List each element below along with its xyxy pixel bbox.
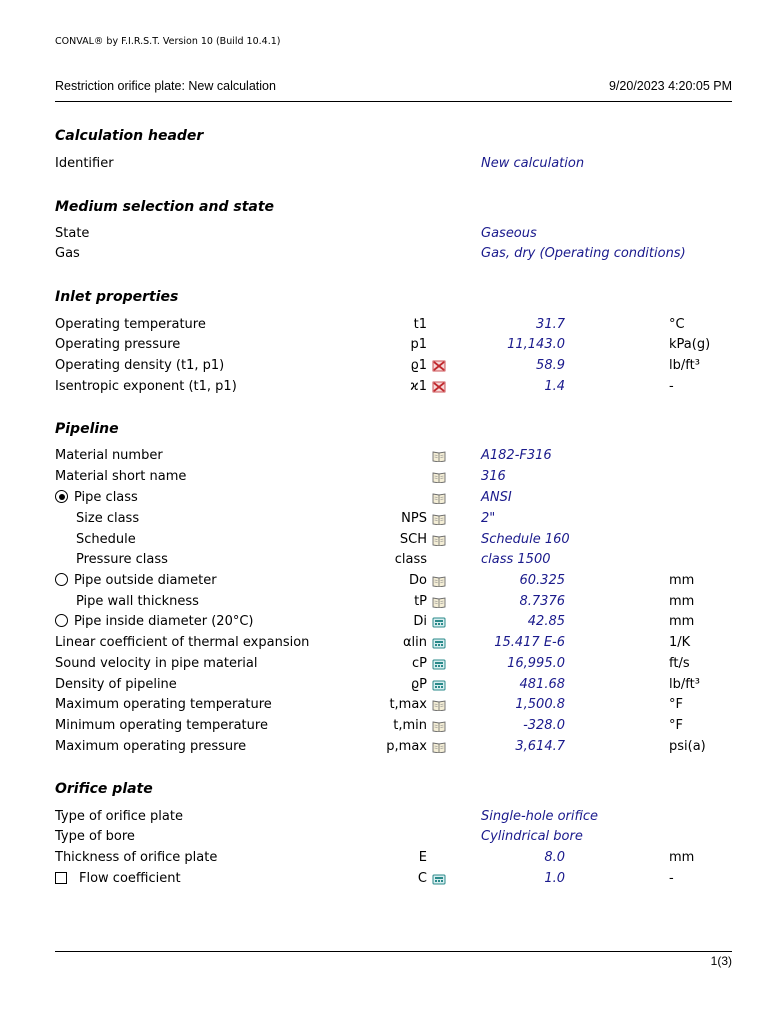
label-max-operating-temperature: Maximum operating temperature: [55, 697, 272, 712]
label-plate-thickness: Thickness of orifice plate: [55, 850, 218, 865]
document-datetime: 9/20/2023 4:20:05 PM: [608, 79, 732, 93]
row-sound-velocity[interactable]: [55, 654, 735, 674]
symbol-t-max: t,max: [389, 697, 427, 712]
row-pipe-wall-thickness[interactable]: [55, 592, 735, 612]
row-identifier[interactable]: [55, 154, 735, 174]
pipe-inside-diameter-radio[interactable]: [55, 614, 68, 627]
book-icon[interactable]: [432, 450, 446, 462]
unit-flow-coefficient: -: [669, 871, 674, 886]
label-pressure-class: Pressure class: [76, 552, 168, 567]
label-max-operating-pressure: Maximum operating pressure: [55, 739, 247, 754]
label-gas: Gas: [55, 246, 80, 261]
value-material-short-name[interactable]: 316: [481, 469, 506, 484]
unit-max-operating-temperature: °F: [669, 697, 683, 712]
label-pipe-inside-diameter: Pipe inside diameter (20°C): [74, 614, 254, 629]
symbol-nps: NPS: [401, 511, 427, 526]
value-pipe-outside-diameter[interactable]: 60.325: [519, 573, 565, 588]
symbol-di: Di: [413, 614, 427, 629]
symbol-t-min: t,min: [393, 718, 427, 733]
section-title-inlet: Inlet properties: [55, 289, 179, 305]
label-operating-temperature: Operating temperature: [55, 317, 206, 332]
value-max-operating-temperature[interactable]: 1,500.8: [515, 697, 565, 712]
value-min-operating-temperature[interactable]: -328.0: [523, 718, 565, 733]
unit-min-operating-temperature: °F: [669, 718, 683, 733]
unit-plate-thickness: mm: [669, 850, 695, 865]
label-bore-type: Type of bore: [55, 829, 135, 844]
row-pressure-class[interactable]: [55, 550, 735, 570]
row-max-operating-temperature[interactable]: [55, 695, 735, 715]
row-material-short-name[interactable]: [55, 467, 735, 487]
symbol-t1: t1: [413, 317, 427, 332]
unit-sound-velocity: ft/s: [669, 656, 690, 671]
row-pipe-class[interactable]: [55, 488, 735, 508]
calculator-icon[interactable]: [432, 637, 446, 649]
row-isentropic-exponent[interactable]: [55, 377, 735, 397]
row-material-number[interactable]: [55, 446, 735, 466]
row-pipe-outside-diameter[interactable]: [55, 571, 735, 591]
unit-pipe-inside-diameter: mm: [669, 614, 695, 629]
unit-isentropic-exponent: -: [669, 379, 674, 394]
row-max-operating-pressure[interactable]: [55, 737, 735, 757]
value-orifice-type[interactable]: Single-hole orifice: [481, 809, 599, 824]
row-state[interactable]: [55, 224, 735, 244]
section-title-orifice-plate: Orifice plate: [55, 781, 153, 797]
label-orifice-type: Type of orifice plate: [55, 809, 183, 824]
value-pipe-wall-thickness[interactable]: 8.7376: [519, 594, 565, 609]
document-header: [55, 79, 732, 102]
unit-pipe-outside-diameter: mm: [669, 573, 695, 588]
book-icon[interactable]: [432, 534, 446, 546]
symbol-rho-p: ϱP: [410, 677, 427, 692]
label-material-number: Material number: [55, 448, 163, 463]
row-pipeline-density[interactable]: [55, 675, 735, 695]
app-version-line: CONVAL® by F.I.R.S.T. Version 10 (Build 10.4.1): [55, 36, 281, 47]
value-operating-temperature[interactable]: 31.7: [536, 317, 565, 332]
value-schedule[interactable]: Schedule 160: [481, 532, 570, 547]
label-flow-coefficient: Flow coefficient: [79, 871, 181, 886]
book-icon[interactable]: [432, 699, 446, 711]
unit-pipeline-density: lb/ft³: [669, 677, 700, 692]
unit-pipe-wall-thickness: mm: [669, 594, 695, 609]
unit-operating-pressure: kPa(g): [669, 337, 711, 352]
pipe-class-radio[interactable]: [55, 490, 68, 503]
value-flow-coefficient[interactable]: 1.0: [544, 871, 565, 886]
label-material-short-name: Material short name: [55, 469, 187, 484]
page-number: 1(3): [710, 954, 732, 968]
row-thermal-expansion[interactable]: [55, 633, 735, 653]
label-pipe-wall-thickness: Pipe wall thickness: [76, 594, 199, 609]
section-title-calculation-header: Calculation header: [55, 128, 204, 144]
row-orifice-type[interactable]: [55, 807, 735, 827]
symbol-rho1: ϱ1: [410, 358, 427, 373]
value-pipeline-density[interactable]: 481.68: [519, 677, 565, 692]
value-bore-type[interactable]: Cylindrical bore: [481, 829, 583, 844]
book-icon[interactable]: [432, 741, 446, 753]
book-icon[interactable]: [432, 513, 446, 525]
unit-operating-temperature: °C: [669, 317, 685, 332]
calculator-icon[interactable]: [432, 616, 446, 628]
label-state: State: [55, 226, 90, 241]
symbol-p-max: p,max: [386, 739, 427, 754]
value-sound-velocity[interactable]: 16,995.0: [507, 656, 565, 671]
label-min-operating-temperature: Minimum operating temperature: [55, 718, 268, 733]
row-operating-pressure[interactable]: [55, 335, 735, 355]
book-icon[interactable]: [432, 492, 446, 504]
row-size-class[interactable]: [55, 509, 735, 529]
label-pipe-outside-diameter: Pipe outside diameter: [74, 573, 217, 588]
section-title-pipeline: Pipeline: [55, 421, 119, 437]
value-size-class[interactable]: 2": [481, 511, 496, 526]
document-title: Restriction orifice plate: New calculation: [55, 79, 276, 93]
value-identifier[interactable]: New calculation: [481, 156, 585, 171]
row-plate-thickness[interactable]: [55, 848, 735, 868]
label-size-class: Size class: [76, 511, 140, 526]
symbol-do: Do: [409, 573, 427, 588]
label-pipeline-density: Density of pipeline: [55, 677, 177, 692]
row-operating-temperature[interactable]: [55, 315, 735, 335]
label-schedule: Schedule: [76, 532, 136, 547]
value-pipe-inside-diameter[interactable]: 42.85: [527, 614, 565, 629]
flow-coefficient-checkbox[interactable]: [55, 872, 67, 884]
unit-max-operating-pressure: psi(a): [669, 739, 706, 754]
symbol-e: E: [418, 850, 427, 865]
value-state[interactable]: Gaseous: [481, 226, 537, 241]
calculator-icon[interactable]: [432, 873, 446, 885]
label-thermal-expansion: Linear coefficient of thermal expansion: [55, 635, 310, 650]
book-icon[interactable]: [432, 596, 446, 608]
value-material-number[interactable]: A182-F316: [481, 448, 552, 463]
row-gas[interactable]: [55, 244, 735, 264]
book-icon[interactable]: [432, 575, 446, 587]
value-thermal-expansion[interactable]: 15.417 E-6: [494, 635, 565, 650]
symbol-kappa1: ϰ1: [410, 379, 427, 394]
unit-thermal-expansion: 1/K: [669, 635, 691, 650]
value-pipe-class[interactable]: ANSI: [481, 490, 512, 505]
value-gas[interactable]: Gas, dry (Operating conditions): [481, 246, 686, 261]
value-max-operating-pressure[interactable]: 3,614.7: [515, 739, 565, 754]
symbol-c: C: [417, 871, 427, 886]
label-operating-density: Operating density (t1, p1): [55, 358, 225, 373]
row-operating-density[interactable]: [55, 356, 735, 376]
row-pipe-inside-diameter[interactable]: [55, 612, 735, 632]
symbol-p1: p1: [410, 337, 427, 352]
value-operating-density[interactable]: 58.9: [536, 358, 565, 373]
row-schedule[interactable]: [55, 530, 735, 550]
value-plate-thickness[interactable]: 8.0: [544, 850, 565, 865]
row-min-operating-temperature[interactable]: [55, 716, 735, 736]
invalid-cross-icon[interactable]: [432, 360, 446, 372]
label-identifier: Identifier: [55, 156, 114, 171]
value-operating-pressure[interactable]: 11,143.0: [507, 337, 565, 352]
label-operating-pressure: Operating pressure: [55, 337, 181, 352]
row-flow-coefficient[interactable]: [55, 869, 735, 889]
value-isentropic-exponent[interactable]: 1.4: [544, 379, 565, 394]
value-pressure-class[interactable]: class 1500: [481, 552, 551, 567]
symbol-tp: tP: [414, 594, 427, 609]
symbol-cp: cP: [412, 656, 427, 671]
pipe-outside-diameter-radio[interactable]: [55, 573, 68, 586]
invalid-cross-icon[interactable]: [432, 381, 446, 393]
symbol-sch: SCH: [399, 532, 427, 547]
label-pipe-class: Pipe class: [74, 490, 138, 505]
label-isentropic-exponent: Isentropic exponent (t1, p1): [55, 379, 237, 394]
book-icon[interactable]: [432, 720, 446, 732]
symbol-class: class: [394, 552, 427, 567]
book-icon[interactable]: [432, 471, 446, 483]
label-sound-velocity: Sound velocity in pipe material: [55, 656, 258, 671]
calculator-icon[interactable]: [432, 679, 446, 691]
calculator-icon[interactable]: [432, 658, 446, 670]
symbol-alpha-lin: αlin: [402, 635, 427, 650]
footer-divider: [55, 951, 732, 952]
section-title-medium: Medium selection and state: [55, 199, 275, 215]
row-bore-type[interactable]: [55, 827, 735, 847]
unit-operating-density: lb/ft³: [669, 358, 700, 373]
